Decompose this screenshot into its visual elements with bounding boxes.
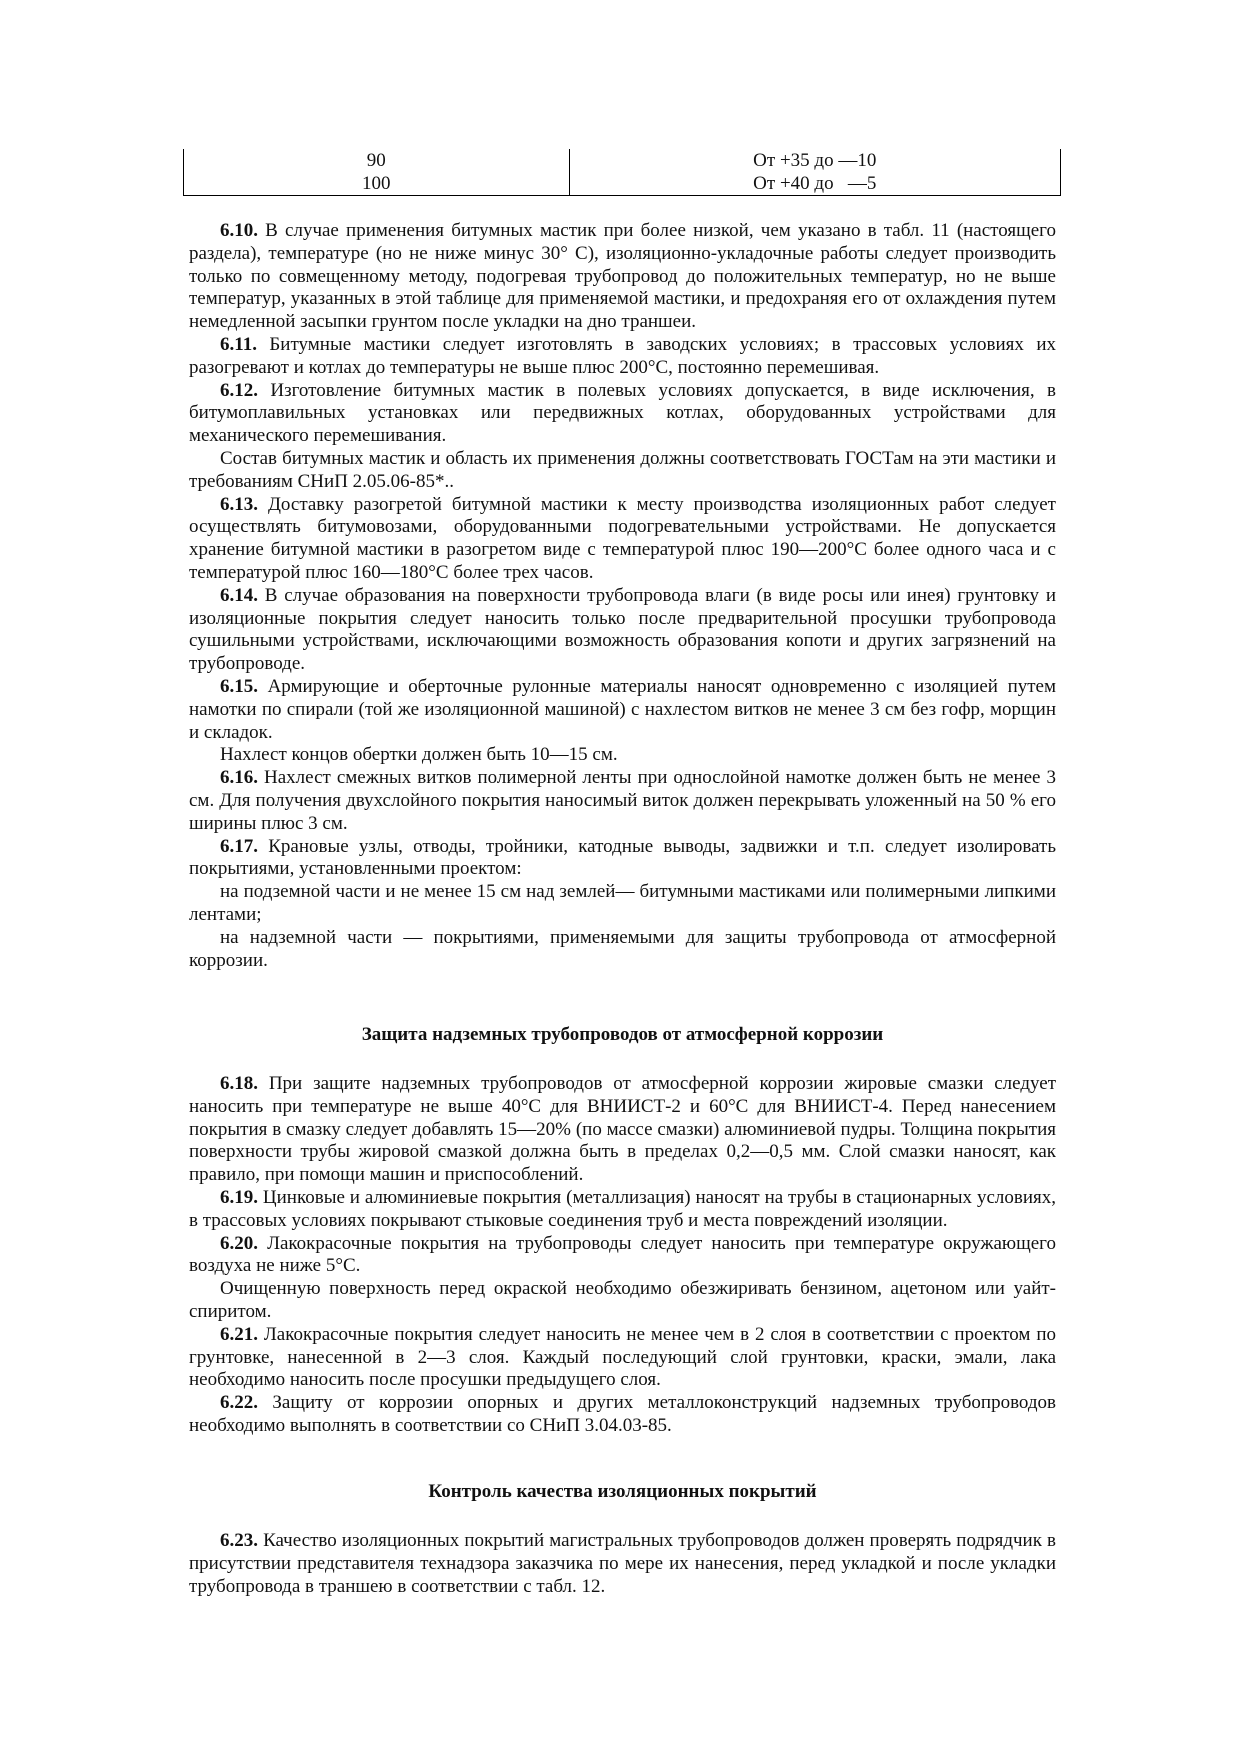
paragraph-text: Нахлест смежных витков полимерной ленты при однослойной намотке должен быть не менее 3 см. Для получения двухслойного покрытия наносимый виток должен перекрывать уложенный на 50 % его ширины плюс 3 см. [189, 767, 1056, 834]
paragraph-text: Лакокрасочные покрытия на трубопроводы следует наносить при температуре окружающего воздуха не ниже 5°С. [189, 1232, 1056, 1277]
paragraph [189, 448, 1056, 494]
clause-number: 6.15. [220, 675, 258, 697]
paragraph [189, 380, 1056, 448]
paragraph-text: Цинковые и алюминиевые покрытия (металлизация) наносят на трубы в стационарных условиях, в трассовых условиях покрывают стыковые соединения труб и места повреждений изоляции. [189, 1186, 1056, 1231]
table-cell: 90 [184, 149, 570, 172]
table-cell: От +40 до —5 [569, 172, 1060, 196]
paragraph-text: В случае образования на поверхности трубопровода влаги (в виде росы или инея) грунтовку и изоляционные покрытия следует наносить только после предварительной просушки трубопровода сушильными устройствами, исключающими возможность образования копоти и других загрязнений на трубопроводе. [189, 584, 1056, 675]
clause-number: 6.21. [220, 1323, 258, 1345]
table-cell: 100 [184, 172, 570, 196]
clause-number: 6.14. [220, 584, 258, 606]
clause-number: 6.20. [220, 1232, 258, 1254]
paragraph-text: на надземной части — покрытиями, применяемыми для защиты трубопровода от атмосферной коррозии. [189, 926, 1056, 971]
table-cell: От +35 до —10 [569, 149, 1060, 172]
paragraph [189, 1530, 1056, 1598]
clause-number: 6.11. [220, 333, 257, 355]
paragraph-text: Состав битумных мастик и область их применения должны соответствовать ГОСТам на эти мастики и требованиям СНиП 2.05.06-85*.. [189, 447, 1056, 492]
clause-number: 6.13. [220, 493, 258, 515]
table-row [184, 172, 1061, 196]
clause-number: 6.18. [220, 1073, 258, 1094]
clause-number: 6.16. [220, 767, 258, 789]
paragraph [189, 1233, 1056, 1279]
paragraph [189, 585, 1056, 676]
paragraph [189, 1073, 1056, 1187]
paragraph-text: В случае применения битумных мастик при более низкой, чем указано в табл. 11 (настоящего раздела), температуре (но не ниже минус 30° С), изоляционно-укладочные работы следует производить только по совмещенному методу, подогревая трубопровод до положительных температур, но не выше температур, указанных в этой таблице для применяемой мастики, и предохраняя его от охлаждения путем немедленной засыпки грунтом после укладки на дно траншеи. [189, 220, 1056, 333]
paragraph [189, 676, 1056, 744]
section-heading: Защита надземных трубопроводов от атмосферной коррозии [361, 1024, 884, 1045]
paragraph-text: Армирующие и оберточные рулонные материалы наносят одновременно с изоляцией путем намотки по спирали (той же изоляционной машиной) с нахлестом витков не менее 3 см без гофр, морщин и складок. [189, 675, 1056, 743]
clause-number: 6.22. [220, 1392, 258, 1414]
paragraph-text: Битумные мастики следует изготовлять в заводских условиях; в трассовых условиях их разогревают и котлах до температуры не выше плюс 200°С, постоянно перемешивая. [189, 333, 1056, 378]
clause-number: 6.17. [220, 835, 258, 857]
paragraph-text: Качество изоляционных покрытий магистральных трубопроводов должен проверять подрядчик в присутствии представителя технадзора заказчика по мере их нанесения, перед укладкой и после укладки трубопровода в траншею в соответствии с табл. 12. [189, 1530, 1056, 1597]
section-paragraphs [189, 1530, 1056, 1598]
section-paragraphs [189, 1073, 1056, 1438]
section-heading: Контроль качества изоляционных покрытий [428, 1481, 817, 1502]
temperature-table [183, 149, 1061, 196]
paragraph [189, 1392, 1056, 1438]
paragraph-text: Крановые узлы, отводы, тройники, катодные выводы, задвижки и т.п. следует изолировать покрытиями, установленными проектом: [189, 835, 1056, 880]
paragraph [189, 767, 1056, 835]
paragraph-text: Доставку разогретой битумной мастики к месту производства изоляционных работ следует осуществлять битумовозами, оборудованными подогревательными устройствами. Не допускается хранение битумной мастики в разогретом виде с температурой плюс 190—200°С более одного часа и с температурой плюс 160—180°С более трех часов. [189, 493, 1056, 583]
paragraph [189, 881, 1056, 927]
clause-number: 6.19. [220, 1186, 258, 1208]
paragraph-text: Очищенную поверхность перед окраской необходимо обезжиривать бензином, ацетоном или уайт-спиритом. [189, 1278, 1056, 1322]
paragraph-text: Лакокрасочные покрытия следует наносить не менее чем в 2 слоя в соответствии с проектом по грунтовке, нанесенной в 2—3 слоя. Каждый последующий слой грунтовки, краски, эмали, лака необходимо наносить после просушки предыдущего слоя. [189, 1323, 1056, 1391]
paragraph-text: Нахлест концов обертки должен быть 10—15 см. [220, 744, 618, 766]
paragraph-text: Изготовление битумных мастик в полевых условиях допускается, в виде исключения, в битумоплавильных установках или передвижных котлах, оборудованных устройствами для механического перемешивания. [189, 379, 1056, 447]
paragraph [189, 1278, 1056, 1324]
paragraph [189, 927, 1056, 973]
clause-number: 6.23. [220, 1530, 258, 1551]
paragraph [189, 1324, 1056, 1392]
paragraph-text: Защиту от коррозии опорных и других металлоконструкций надземных трубопроводов необходимо выполнять в соответствии со СНиП 3.04.03-85. [189, 1392, 1056, 1436]
paragraph [189, 836, 1056, 882]
clause-number: 6.12. [220, 379, 258, 401]
paragraph [189, 334, 1056, 380]
table-row [184, 149, 1061, 172]
paragraph [189, 220, 1056, 334]
clause-number: 6.10. [220, 220, 258, 241]
section-paragraphs [189, 220, 1056, 972]
paragraph [189, 494, 1056, 585]
paragraph-text: При защите надземных трубопроводов от атмосферной коррозии жировые смазки следует наносить при температуре не выше 40°С для ВНИИСТ-2 и 60°С для ВНИИСТ-4. Перед нанесением покрытия в смазку следует добавлять 15—20% (по массе смазки) алюминиевой пудры. Толщина покрытия поверхности трубы жировой смазкой должна быть в пределах 0,2—0,5 мм. Слой смазки наносят, как правило, при помощи машин и приспособлений. [189, 1073, 1056, 1186]
paragraph-text: на подземной части и не менее 15 см над землей— битумными мастиками или полимерными липкими лентами; [189, 881, 1056, 925]
paragraph [189, 744, 1056, 767]
paragraph [189, 1187, 1056, 1233]
